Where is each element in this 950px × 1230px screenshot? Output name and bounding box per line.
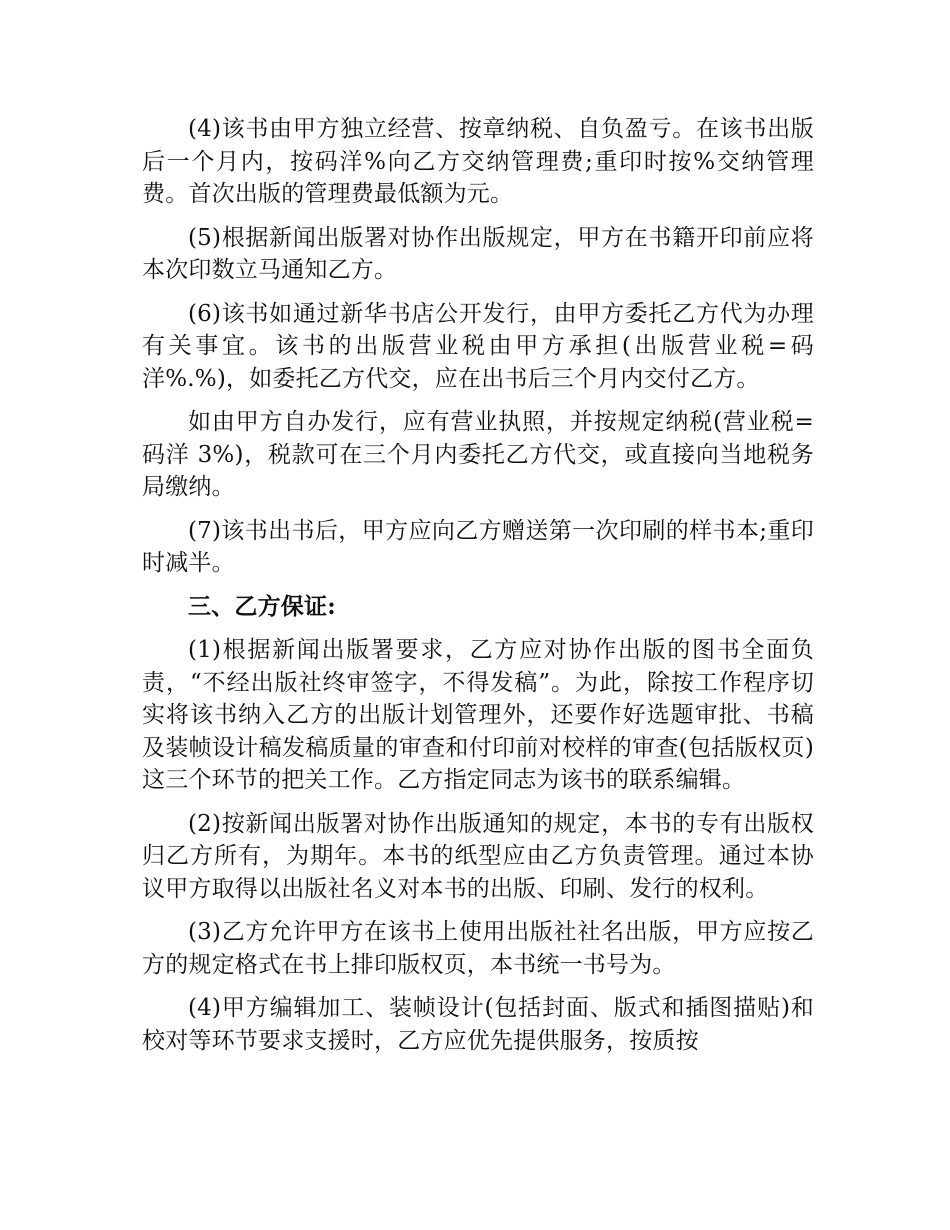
clause-party-b-2: (2)按新闻出版署对协作出版通知的规定，本书的专有出版权归乙方所有，为期年。本书的纸型应由乙方负责管理。通过本协议甲方取得以出版社名义对本书的出版、印刷、发行的权利。 bbox=[142, 810, 814, 902]
clause-party-a-4: (4)该书由甲方独立经营、按章纳税、自负盈亏。在该书出版后一个月内，按码洋%向乙方交纳管理费;重印时按%交纳管理费。首次出版的管理费最低额为元。 bbox=[142, 116, 814, 207]
clause-party-a-6-note: 如由甲方自办发行，应有营业执照，并按规定纳税(营业税=码洋 3%)，税款可在三个月内委托乙方代交，或直接向当地税务局缴纳。 bbox=[142, 409, 814, 500]
clause-party-b-1: (1)根据新闻出版署要求，乙方应对协作出版的图书全面负责，“不经出版社终审签字，不得发稿”。为此，除按工作程序切实将该书纳入乙方的出版计划管理外，还要作好选题审批、书稿及装帧设计稿发稿质量的审查和付印前对校样的审查(包括版权页)这三个环节的把关工作。乙方指定同志为该书的联系编辑。 bbox=[142, 637, 814, 793]
section-heading-party-b: 三、乙方保证: bbox=[188, 592, 336, 620]
document-page bbox=[142, 113, 814, 1068]
clause-party-b-4: (4)甲方编辑加工、装帧设计(包括封面、版式和插图描贴)和校对等环节要求支援时，乙方应优先提供服务，按质按 bbox=[142, 995, 814, 1054]
clause-party-a-7: (7)该书出书后，甲方应向乙方赠送第一次印刷的样书本;重印时减半。 bbox=[142, 517, 814, 576]
clause-party-b-3: (3)乙方允许甲方在该书上使用出版社社名出版，甲方应按乙方的规定格式在书上排印版权页，本书统一书号为。 bbox=[142, 919, 814, 978]
clause-party-a-5: (5)根据新闻出版署对协作出版规定，甲方在书籍开印前应将本次印数立马通知乙方。 bbox=[142, 224, 814, 283]
clause-party-a-6: (6)该书如通过新华书店公开发行，由甲方委托乙方代为办理有关事宜。该书的出版营业税由甲方承担(出版营业税=码洋%.%)，如委托乙方代交，应在出书后三个月内交付乙方。 bbox=[142, 300, 814, 392]
